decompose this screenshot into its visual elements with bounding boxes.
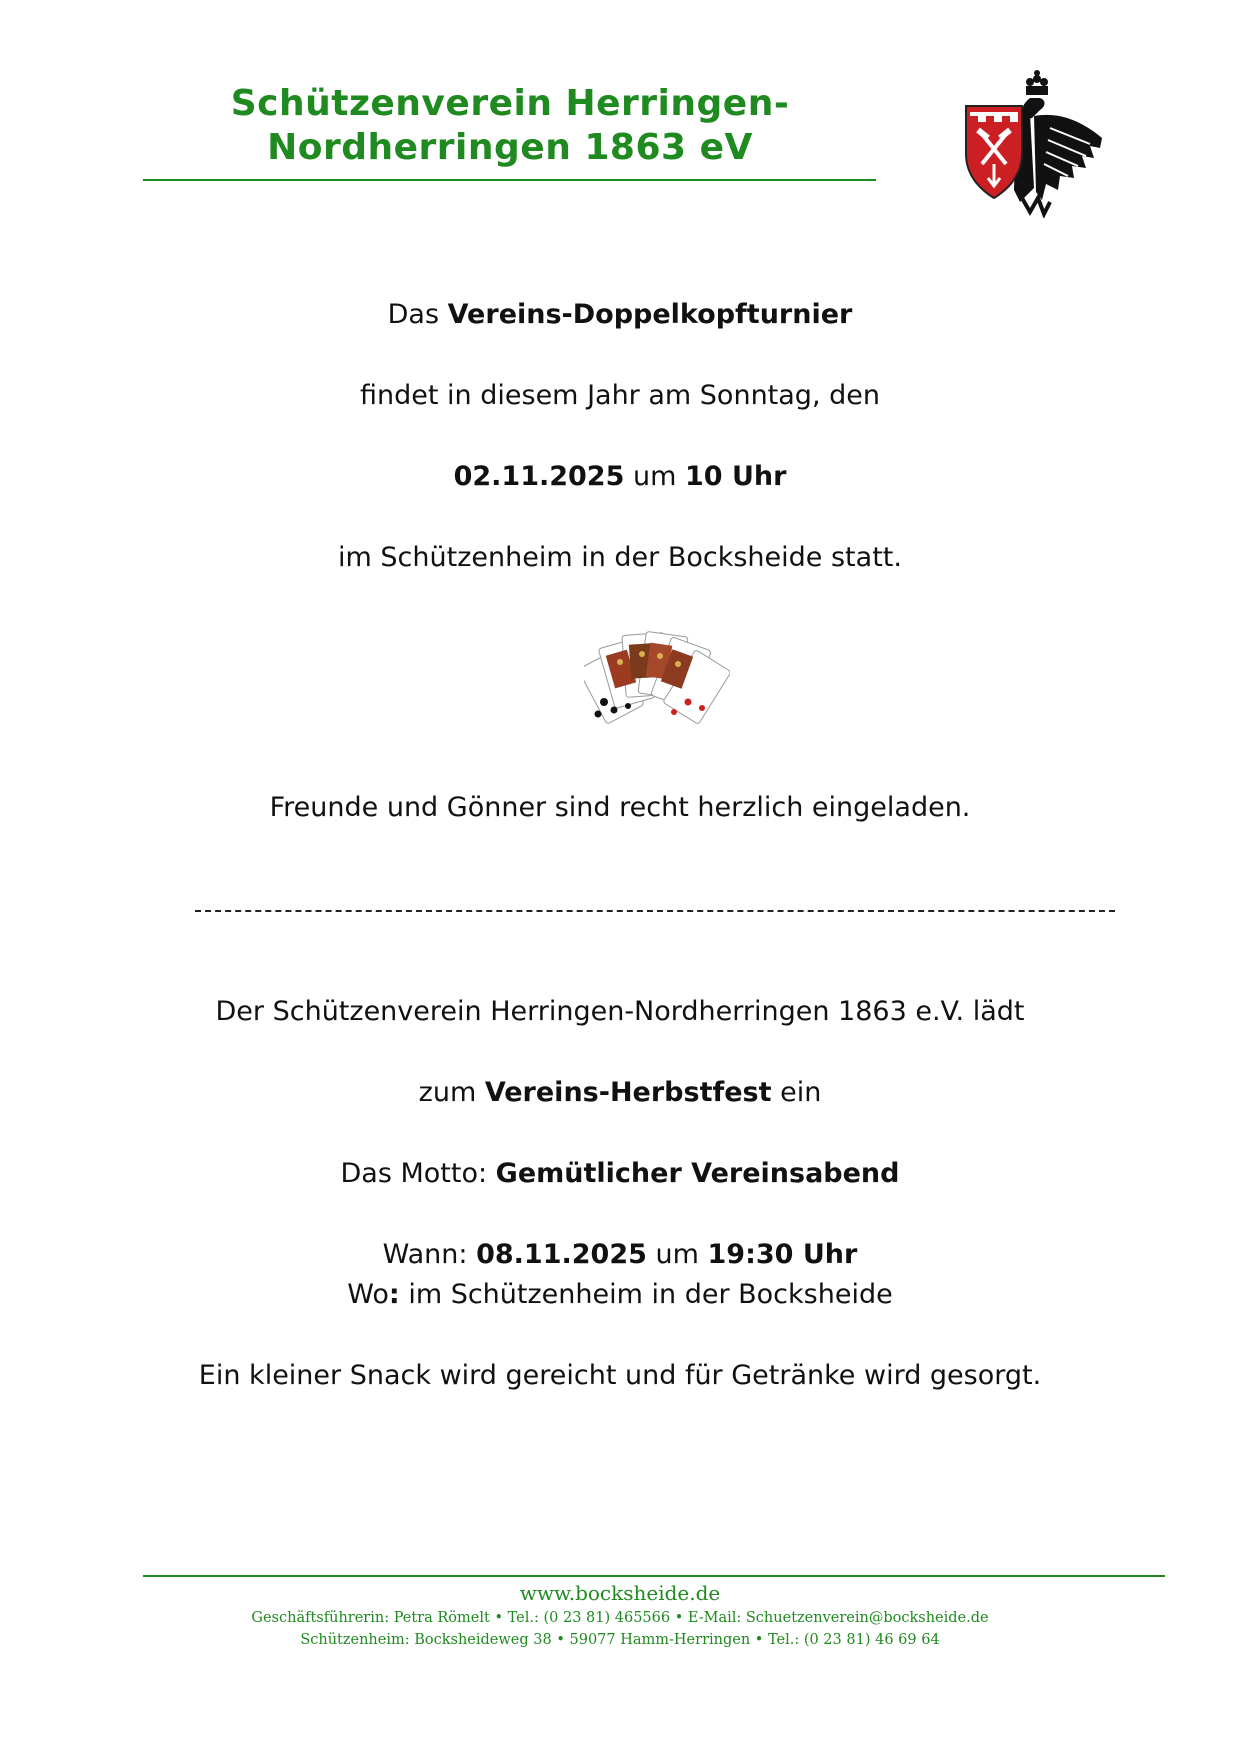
event2-time: 19:30 Uhr (707, 1239, 858, 1270)
playing-cards-fan-icon (584, 622, 730, 734)
event2-wo-value: im Schützenheim in der Bocksheide (399, 1279, 893, 1310)
event2-date: 08.11.2025 (476, 1239, 647, 1270)
event2-zum-suffix: ein (771, 1077, 822, 1108)
eagle-icon (1014, 98, 1102, 214)
event2-zum-line (0, 1075, 1240, 1111)
event1-um: um (624, 461, 685, 492)
title-divider (143, 179, 876, 181)
event2-wann-label: Wann: (382, 1239, 477, 1270)
event2-intro-line: Der Schützenverein Herringen-Nordherringen 1863 e.V. lädt (215, 996, 1025, 1027)
event1-location-line: im Schützenheim in der Bocksheide statt. (338, 542, 902, 573)
event2-zum-prefix: zum (418, 1077, 485, 1108)
event2-event-name: Vereins-Herbstfest (484, 1077, 772, 1108)
event1-time: 10 Uhr (684, 461, 787, 492)
event2-wo-label: Wo (347, 1279, 389, 1310)
event2-motto-value: Gemütlicher Vereinsabend (495, 1158, 900, 1189)
club-title-line2: Nordherringen 1863 eV (267, 127, 753, 168)
event2-motto-label: Das Motto: (340, 1158, 496, 1189)
club-title (140, 82, 880, 170)
event1-title-prefix: Das (387, 299, 448, 330)
footer-contact-line: Geschäftsführerin: Petra Römelt • Tel.: (0 23 81) 465566 • E-Mail: Schuetzenverein@bocksheide.de (251, 1610, 989, 1626)
event2-wann-line (0, 1237, 1240, 1273)
section-separator (195, 910, 1115, 912)
event2-wo-colon: : (388, 1279, 400, 1310)
crest-eagle-shield-icon (960, 68, 1114, 218)
event1-title-bold: Vereins-Doppelkopfturnier (447, 299, 853, 330)
crown-icon (1026, 70, 1048, 95)
event1-datetime-line (0, 459, 1240, 495)
event1-date: 02.11.2025 (453, 461, 625, 492)
event2-motto-line (0, 1156, 1240, 1192)
event1-title-line (0, 297, 1240, 333)
event1-day-line: findet in diesem Jahr am Sonntag, den (360, 380, 880, 411)
club-title-line1: Schützenverein Herringen- (230, 83, 790, 124)
event2-um: um (646, 1239, 708, 1270)
red-shield-icon (966, 106, 1022, 198)
event1-invite-line: Freunde und Gönner sind recht herzlich eingeladen. (269, 792, 971, 823)
footer-address-line: Schützenheim: Bocksheideweg 38 • 59077 Hamm-Herringen • Tel.: (0 23 81) 46 69 64 (300, 1632, 940, 1648)
event2-wo-line (0, 1277, 1240, 1313)
event2-closing-line: Ein kleiner Snack wird gereicht und für Getränke wird gesorgt. (198, 1360, 1042, 1391)
footer-website-link[interactable]: www.bocksheide.de (519, 1581, 721, 1605)
footer-divider (143, 1575, 1165, 1577)
